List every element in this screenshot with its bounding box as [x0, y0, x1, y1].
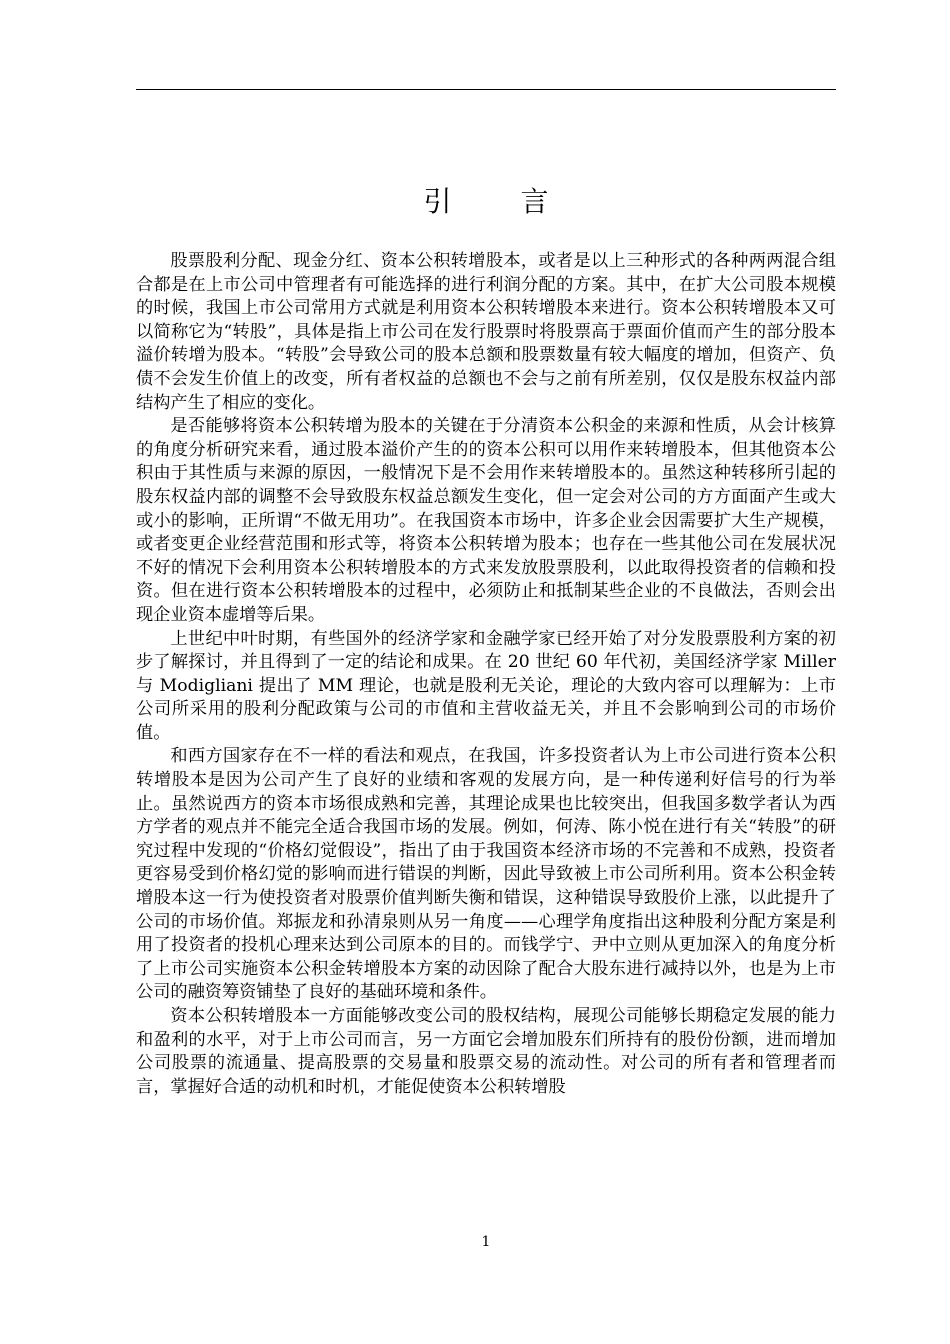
body-text	[136, 250, 836, 1099]
paragraph: 股票股利分配、现金分红、资本公积转增股本，或者是以上三种形式的各种两两混合组合都是在上市公司中管理者有可能选择的进行利润分配的方案。其中，在扩大公司股本规模的时候，我国上市公司常用方式就是利用资本公积转增股本来进行。资本公积转增股本又可以简称它为“转股”，具体是指上市公司在发行股票时将股票高于票面价值而产生的部分股本溢价转增为股本。“转股”会导致公司的股本总额和股票数量有较大幅度的增加，但资产、负债不会发生价值上的改变，所有者权益的总额也不会与之前有所差别，仅仅是股东权益内部结构产生了相应的变化。	[136, 251, 836, 413]
paragraph: 资本公积转增股本一方面能够改变公司的股权结构，展现公司能够长期稳定发展的能力和盈利的水平，对于上市公司而言，另一方面它会增加股东们所持有的股份份额，进而增加公司股票的流通量、提高股票的交易量和股票交易的流动性。对公司的所有者和管理者而言，掌握好合适的动机和时机，才能促使资本公积转增股	[136, 1006, 836, 1097]
page-number: 1	[481, 1234, 491, 1250]
header-rule	[136, 89, 836, 90]
paragraph: 上世纪中叶时期，有些国外的经济学家和金融学家已经开始了对分发股票股利方案的初步了解探讨，并且得到了一定的结论和成果。在 20 世纪 60 年代初，美国经济学家 Miller 与 Modigliani 提出了 MM 理论，也就是股利无关论，理论的大致内容可以理解为：上市公司所采用的股利分配政策与公司的市值和主营收益无关，并且不会影响到公司的市场价值。	[136, 628, 836, 743]
paragraph: 是否能够将资本公积转增为股本的关键在于分清资本公积金的来源和性质，从会计核算的角度分析研究来看，通过股本溢价产生的的资本公积可以用作来转增股本，但其他资本公积由于其性质与来源的原因，一般情况下是不会用作来转增股本的。虽然这种转移所引起的股东权益内部的调整不会导致股东权益总额发生变化，但一定会对公司的方方面面产生或大或小的影响，正所谓“不做无用功”。在我国资本市场中，许多企业会因需要扩大生产规模，或者变更企业经营范围和形式等，将资本公积转增为股本；也存在一些其他公司在发展状况不好的情况下会利用资本公积转增股本的方式来发放股票股利，以此取得投资者的信赖和投资。但在进行资本公积转增股本的过程中，必须防止和抵制某些企业的不良做法，否则会出现企业资本虚增等后果。	[136, 416, 836, 625]
page-title: 引 言	[423, 185, 579, 218]
paragraph: 和西方国家存在不一样的看法和观点，在我国，许多投资者认为上市公司进行资本公积转增股本是因为公司产生了良好的业绩和客观的发展方向，是一种传递利好信号的行为举止。虽然说西方的资本市场很成熟和完善，其理论成果也比较突出，但我国多数学者认为西方学者的观点并不能完全适合我国市场的发展。例如，何涛、陈小悦在进行有关“转股”的研究过程中发现的“价格幻觉假设”，指出了由于我国资本经济市场的不完善和不成熟，投资者更容易受到价格幻觉的影响而进行错误的判断，因此导致被上市公司所利用。资本公积金转增股本这一行为使投资者对股票价值判断失衡和错误，这种错误导致股价上涨，以此提升了公司的市场价值。郑振龙和孙清泉则从另一角度——心理学角度指出这种股利分配方案是利用了投资者的投机心理来达到公司原本的目的。而钱学宁、尹中立则从更加深入的角度分析了上市公司实施资本公积金转增股本方案的动因除了配合大股东进行减持以外，也是为上市公司的融资筹资铺垫了良好的基础环境和条件。	[136, 746, 836, 1003]
